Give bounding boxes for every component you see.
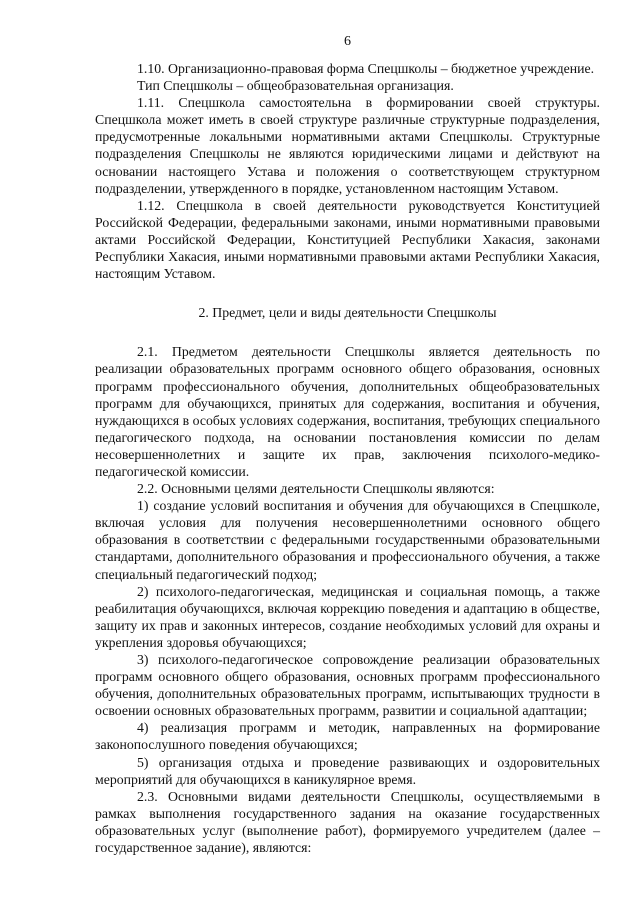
goal-item-5: 5) организация отдыха и проведение развивающих и оздоровительных мероприятий для обучающихся в каникулярное время. [95,754,600,787]
paragraph-1-10: 1.10. Организационно-правовая форма Спецшколы – бюджетное учреждение. [137,61,595,76]
paragraph-1-12: 1.12. Спецшкола в своей деятельности руководствуется Конституцией Российской Федерации, федеральными законами, иными нормативными правовыми актами Российской Федерации, Конституцией Республики Хакасия, законами Республики Хакасия, иными нормативными правовыми актами Республики Хакасия, настоящим Уставом. [95,197,600,282]
paragraph-school-type: Тип Спецшколы – общеобразовательная организация. [137,78,454,94]
paragraph-2-3: 2.3. Основными видами деятельности Спецшколы, осуществляемыми в рамках выполнения государственного задания на оказание государственных образовательных услуг (выполнение работ), формируемого учредителем (далее – государственное задание), являются: [95,788,600,856]
intro-section [95,60,600,282]
goal-item-1: 1) создание условий воспитания и обучения для обучающихся в Спецшколе, включая условия для получения несовершеннолетними основного общего образования в соответствии с федеральными государственными образовательными стандартами, дополнительного образования и профессионального обучения, а также специальный педагогический подход; [95,498,600,582]
page-number: 6 [344,34,351,49]
section-2 [95,343,600,856]
goal-item-4: 4) реализация программ и методик, направленных на формирование законопослушного поведения обучающихся; [95,720,600,753]
paragraph-2-1: 2.1. Предметом деятельности Спецшколы является деятельность по реализации образовательных программ основного общего образования, основных программ профессионального обучения, дополнительных общеобразовательных программ для обучающихся, принятых для содержания, воспитания и обучения, нуждающихся в особых условиях содержания, воспитания, требующих специального педагогического подхода, на основании постановления комиссии по делам несовершеннолетних и защите их прав, заключения психолого-медико-педагогической комиссии. [95,344,600,479]
goal-item-2: 2) психолого-педагогическая, медицинская и социальная помощь, а также реабилитация обучающихся, включая коррекцию поведения и адаптацию в обществе, защиту их прав и законных интересов, создание необходимых условий для охраны и укрепления здоровья обучающихся; [95,583,600,650]
section-heading: 2. Предмет, цели и виды деятельности Спецшколы [198,305,497,321]
goal-item-3: 3) психолого-педагогическое сопровождение реализации образовательных программ основного общего образования, основных программ профессионального обучения, дополнительных образовательных программ, испытывающих трудности в освоении основных образовательных программ, развитии и социальной адаптации; [95,652,600,719]
paragraph-2-2: 2.2. Основными целями деятельности Спецшколы являются: [137,481,495,497]
paragraph-1-11: 1.11. Спецшкола самостоятельна в формировании своей структуры. Спецшкола может иметь в своей структуре различные структурные подразделения, предусмотренные локальными нормативными актами Спецшколы. Структурные подразделения Спецшколы не являются юридическими лицами и действуют на основании настоящего Устава и положения о соответствующем структурном подразделении, утвержденного в порядке, установленном настоящим Уставом. [95,95,600,196]
